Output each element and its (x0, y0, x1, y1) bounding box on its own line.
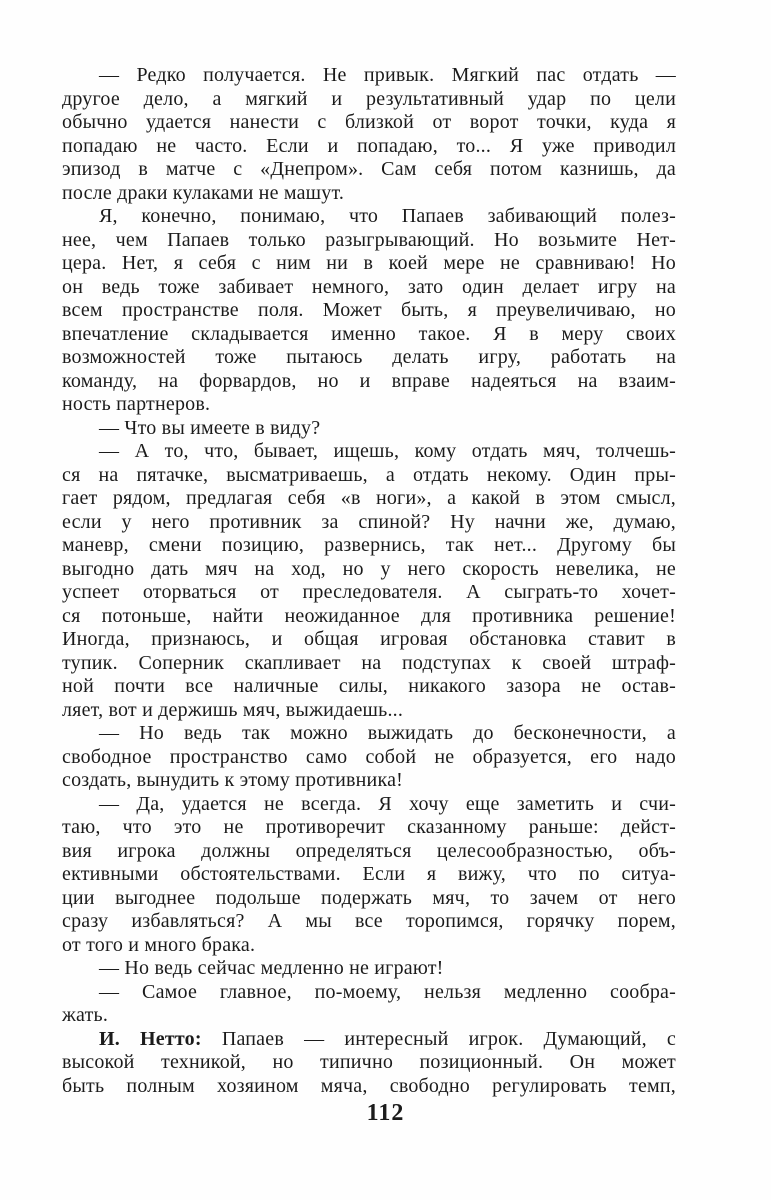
text-line: успеет оторваться от преследователя. А сыграть-то хочет- (62, 581, 676, 603)
text-line: жать. (62, 1004, 109, 1026)
paragraph (62, 981, 676, 1028)
text-line: Я, конечно, понимаю, что Папаев забивающий полез- (99, 205, 676, 227)
text-line: — Редко получается. Не привык. Мягкий пас отдать — (99, 64, 676, 86)
text-line: эпизод в матче с «Днепром». Сам себя потом казнишь, да (62, 158, 676, 180)
text-line: свободное пространство само собой не образуется, его надо (62, 745, 676, 768)
text-line: — А то, что, бывает, ищешь, кому отдать мяч, толчешь- (99, 440, 676, 462)
paragraph (62, 957, 676, 981)
text-line: таю, что это не противоречит сказанному раньше: дейст- (62, 816, 676, 838)
text-line: Иногда, признаюсь, и общая игровая обстановка ставит в (62, 628, 676, 650)
text-line: после драки кулаками не машут. (62, 181, 345, 204)
text-line: ции выгоднее подольше подержать мяч, то зачем от него (62, 886, 676, 909)
text-line: возможностей тоже пытаюсь делать игру, работать на (62, 346, 676, 368)
text-line: маневр, смени позицию, развернись, так нет... Другому бы (62, 534, 676, 556)
text-line: обычно удается нанести с близкой от ворот точки, куда я (62, 111, 676, 133)
text-line: всем пространстве поля. Может быть, я преувеличиваю, но (62, 299, 676, 321)
text-line: — Да, удается не всегда. Я хочу еще заметить и счи- (99, 792, 676, 815)
text-line: — Но ведь так можно выжидать до бесконечности, а (99, 722, 676, 744)
paragraph (62, 205, 676, 417)
speaker-name: И. Нетто: (99, 1027, 202, 1050)
text-line: — Самое главное, по-моему, нельзя медленно сообра- (99, 980, 676, 1003)
paragraph (62, 440, 676, 722)
text-line: выгодно дать мяч на ход, но у него скорость невелика, не (62, 557, 676, 580)
text-line: впечатление складывается именно такое. Я в меру своих (62, 322, 676, 345)
text-line: команду, на форвардов, но и вправе надеяться на взаим- (62, 369, 676, 392)
text-line: создать, вынудить к этому противника! (62, 769, 404, 791)
text-line: вия игрока должны определяться целесообразностью, объ- (62, 839, 676, 862)
paragraph (62, 722, 676, 793)
text-line: он ведь тоже забивает немного, зато один делает игру на (62, 275, 676, 298)
paragraph (62, 1028, 676, 1099)
text-line: быть полным хозяином мяча, свободно регулировать темп, (62, 1074, 676, 1097)
text-line: ной почти все наличные силы, никакого зазора не остав- (62, 675, 676, 697)
text-line: — Что вы имеете в виду? (99, 416, 321, 439)
text-line: ся на пятачке, высматриваешь, а отдать некому. Один пры- (62, 463, 676, 486)
text-line: ективными обстоятельствами. Если я вижу, что по ситуа- (62, 863, 676, 885)
text-line: — Но ведь сейчас медленно не играют! (99, 957, 444, 979)
text-line: ность партнеров. (62, 393, 211, 415)
text-line: цера. Нет, я себя с ним ни в коей мере не сравниваю! Но (62, 252, 676, 274)
text-line: попадаю не часто. Если и попадаю, то... Я уже приводил (62, 134, 676, 157)
text-block (62, 64, 676, 1098)
text-line: от того и много брака. (62, 933, 256, 956)
page-number: 112 (366, 1100, 405, 1126)
text-line: И. Нетто: Папаев — интересный игрок. Думающий, с (99, 1027, 676, 1050)
text-line: гает рядом, предлагая себя «в ноги», а какой в этом смысл, (62, 487, 676, 509)
text-line: нее, чем Папаев только разыгрывающий. Но возьмите Нет- (62, 228, 676, 251)
text-line: тупик. Соперник скапливает на подступах к своей штраф- (62, 651, 676, 674)
text-line: ляет, вот и держишь мяч, выжидаешь... (62, 698, 404, 721)
paragraph (62, 417, 676, 441)
text-line: сразу избавляться? А мы все торопимся, горячку порем, (62, 910, 676, 932)
text-line: если у него противник за спиной? Ну начни же, думаю, (62, 510, 676, 533)
paragraph (62, 64, 676, 205)
paragraph (62, 793, 676, 958)
text-line: ся потоньше, найти неожиданное для противника решение! (62, 604, 676, 627)
text-line: другое дело, а мягкий и результативный удар по цели (62, 87, 676, 110)
text-line: высокой техникой, но типично позиционный. Он может (62, 1051, 676, 1073)
